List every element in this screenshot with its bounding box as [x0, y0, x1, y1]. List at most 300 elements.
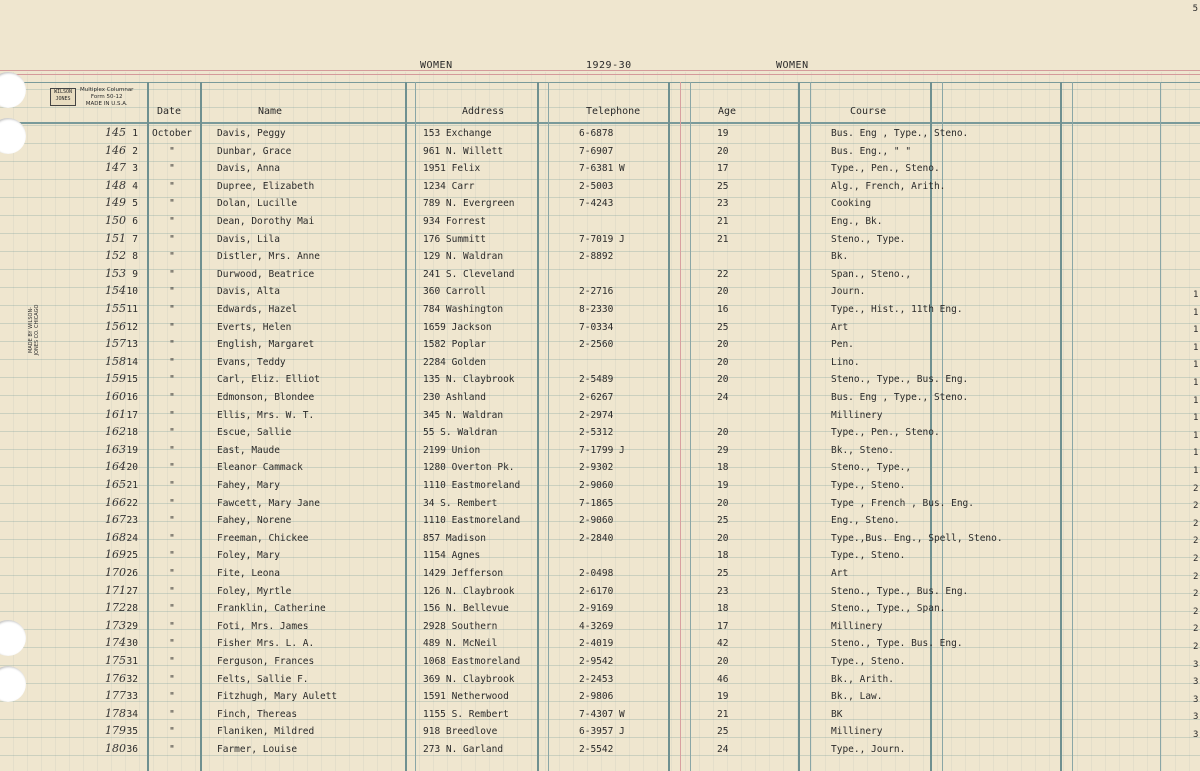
course-cell: Bus. Eng , Type., Steno. — [831, 128, 969, 139]
course-cell: Type.,Bus. Eng., Spell, Steno. — [831, 532, 1003, 544]
date-cell: " — [169, 180, 175, 192]
phone-cell: 7-6381 W — [579, 163, 625, 175]
form-logo: WILSON JONES — [50, 88, 76, 106]
ledger-number: 162 — [105, 425, 126, 439]
binder-hole — [0, 620, 26, 656]
row-number: 9 — [132, 268, 138, 280]
date-cell: " — [169, 515, 175, 527]
name-cell: Edwards, Hazel — [217, 304, 298, 315]
ledger-number: 174 — [105, 636, 126, 650]
date-cell: " — [169, 268, 175, 280]
date-cell: " — [169, 744, 175, 755]
address-cell: 1429 Jefferson — [423, 568, 504, 579]
address-cell: 489 N. McNeil — [423, 638, 498, 650]
address-cell: 241 S. Cleveland — [423, 268, 515, 280]
age-cell: 19 — [717, 128, 729, 139]
header-bottom-rule — [0, 122, 1200, 124]
row-number: 1 — [132, 128, 138, 139]
address-cell: 961 N. Willett — [423, 145, 504, 157]
age-cell: 25 — [717, 568, 729, 579]
name-cell: Foley, Myrtle — [217, 585, 292, 597]
ledger-number: 178 — [105, 706, 126, 720]
course-cell: Art — [831, 321, 849, 333]
date-cell: " — [169, 462, 175, 474]
ledger-number: 157 — [105, 337, 126, 351]
row-number: 31 — [126, 656, 138, 667]
column-header-name: Name — [258, 106, 283, 117]
phone-cell: 2-9302 — [579, 462, 614, 474]
age-cell: 20 — [717, 427, 729, 439]
age-cell: 20 — [717, 356, 729, 368]
phone-cell: 2-5003 — [579, 180, 614, 192]
date-cell: " — [169, 673, 175, 685]
margin-mark: 2 — [1193, 518, 1199, 529]
phone-cell: 2-5542 — [579, 744, 614, 755]
phone-cell: 2-9169 — [579, 603, 614, 615]
course-cell: Millinery — [831, 726, 883, 738]
row-number: 36 — [126, 744, 138, 755]
margin-mark: 3 — [1193, 712, 1199, 723]
course-cell: Type., Steno. — [831, 550, 906, 562]
row-number: 16 — [126, 392, 138, 403]
address-cell: 789 N. Evergreen — [423, 198, 515, 210]
margin-mark: 2 — [1193, 483, 1199, 494]
ledger-number: 146 — [105, 143, 126, 157]
name-cell: Freeman, Chickee — [217, 532, 309, 544]
age-cell: 46 — [717, 673, 729, 685]
ledger-number: 176 — [105, 671, 126, 685]
address-cell: 153 Exchange — [423, 128, 492, 139]
date-cell: " — [169, 304, 175, 315]
name-cell: Davis, Alta — [217, 286, 280, 298]
course-cell: Steno., Type. Bus. Eng. — [831, 638, 963, 650]
date-cell: " — [169, 145, 175, 157]
date-cell: " — [169, 708, 175, 720]
ledger-number: 164 — [105, 460, 126, 474]
ledger-number: 156 — [105, 319, 126, 333]
course-cell: Type., Pen., Steno. — [831, 163, 940, 175]
row-number: 18 — [126, 427, 138, 439]
name-cell: Felts, Sallie F. — [217, 673, 309, 685]
date-cell: " — [169, 497, 175, 509]
course-cell: Bk., Law. — [831, 691, 883, 703]
ledger-number: 152 — [105, 249, 126, 263]
date-cell: " — [169, 638, 175, 650]
header-center: 1929-30 — [586, 60, 632, 71]
binder-hole — [0, 666, 26, 702]
address-cell: 34 S. Rembert — [423, 497, 498, 509]
maker-imprint: MADE BY WILSON-JONES CO. CHICAGO — [28, 304, 40, 356]
course-cell: Eng., Steno. — [831, 515, 900, 527]
name-cell: Dean, Dorothy Mai — [217, 216, 315, 227]
column-divider — [680, 82, 681, 771]
red-rule — [0, 74, 1200, 75]
row-number: 3 — [132, 163, 138, 175]
name-cell: Foley, Mary — [217, 550, 280, 562]
address-cell: 1280 Overton Pk. — [423, 462, 515, 474]
age-cell: 25 — [717, 726, 729, 738]
header-left: WOMEN — [420, 60, 453, 71]
age-cell: 20 — [717, 374, 729, 386]
column-divider — [1060, 82, 1062, 771]
ledger-number: 161 — [105, 407, 126, 421]
course-cell: Journ. — [831, 286, 866, 298]
age-cell: 17 — [717, 163, 729, 175]
row-number: 29 — [126, 620, 138, 632]
form-label: Multiplex Columnar Form 50-12 MADE IN U.S.A. — [80, 87, 134, 107]
address-cell: 934 Forrest — [423, 216, 486, 227]
row-number: 26 — [126, 568, 138, 579]
margin-mark: 1 — [1193, 448, 1199, 459]
phone-cell: 2-9060 — [579, 515, 614, 527]
phone-cell: 2-2453 — [579, 673, 614, 685]
age-cell: 24 — [717, 392, 729, 403]
address-cell: 1659 Jackson — [423, 321, 492, 333]
margin-mark: 1 — [1193, 325, 1199, 336]
address-cell: 1110 Eastmoreland — [423, 480, 521, 491]
address-cell: 273 N. Garland — [423, 744, 504, 755]
name-cell: Evans, Teddy — [217, 356, 286, 368]
ledger-number: 145 — [105, 126, 126, 139]
age-cell: 16 — [717, 304, 729, 315]
name-cell: Farmer, Louise — [217, 744, 298, 755]
phone-cell: 7-1799 J — [579, 444, 625, 456]
margin-mark: 2 — [1193, 536, 1199, 547]
age-cell: 25 — [717, 180, 729, 192]
address-cell: 156 N. Bellevue — [423, 603, 509, 615]
age-cell: 19 — [717, 480, 729, 491]
date-cell: " — [169, 251, 175, 263]
margin-mark: 2 — [1193, 589, 1199, 600]
column-divider — [415, 82, 416, 771]
address-cell: 369 N. Claybrook — [423, 673, 515, 685]
course-cell: Pen. — [831, 339, 854, 351]
row-number: 33 — [126, 691, 138, 703]
course-cell: BK — [831, 708, 843, 720]
name-cell: Distler, Mrs. Anne — [217, 251, 320, 263]
age-cell: 19 — [717, 691, 729, 703]
date-cell: " — [169, 726, 175, 738]
name-cell: Fahey, Norene — [217, 515, 292, 527]
name-cell: Finch, Thereas — [217, 708, 298, 720]
date-cell: October — [151, 128, 193, 139]
name-cell: Flaniken, Mildred — [217, 726, 315, 738]
age-cell: 42 — [717, 638, 729, 650]
address-cell: 1591 Netherwood — [423, 691, 509, 703]
name-cell: Ferguson, Frances — [217, 656, 315, 667]
date-cell: " — [169, 656, 175, 667]
date-cell: " — [169, 321, 175, 333]
course-cell: Steno., Type., Span. — [831, 603, 946, 615]
phone-cell: 6-6878 — [579, 128, 614, 139]
row-number: 14 — [126, 356, 138, 368]
column-header-course: Course — [850, 106, 887, 117]
phone-cell: 6-3957 J — [579, 726, 625, 738]
margin-mark: 2 — [1193, 624, 1199, 635]
age-cell: 20 — [717, 286, 729, 298]
row-number: 23 — [126, 515, 138, 527]
age-cell: 20 — [717, 656, 729, 667]
name-cell: Carl, Eliz. Elliot — [217, 374, 320, 386]
address-cell: 1068 Eastmoreland — [423, 656, 521, 667]
address-cell: 230 Ashland — [423, 392, 486, 403]
address-cell: 345 N. Waldran — [423, 409, 504, 421]
course-cell: Millinery — [831, 409, 883, 421]
date-cell: " — [169, 339, 175, 351]
margin-mark: 1 — [1193, 360, 1199, 371]
course-cell: Bk., Arith. — [831, 673, 894, 685]
margin-mark: 1 — [1193, 307, 1199, 318]
phone-cell: 7-6907 — [579, 145, 614, 157]
column-divider — [798, 82, 800, 771]
row-number: 8 — [132, 251, 138, 263]
column-divider — [1072, 82, 1073, 771]
row-number: 24 — [126, 532, 138, 544]
column-divider — [810, 82, 811, 771]
row-number: 6 — [132, 216, 138, 227]
margin-mark: 3 — [1193, 730, 1199, 740]
row-number: 30 — [126, 638, 138, 650]
column-header-date: Date — [157, 106, 182, 117]
column-header-telephone: Telephone — [586, 106, 641, 117]
ledger-number: 148 — [105, 178, 126, 192]
name-cell: Eleanor Cammack — [217, 462, 303, 474]
course-cell: Type., Journ. — [831, 744, 906, 755]
row-number: 5 — [132, 198, 138, 210]
address-cell: 55 S. Waldran — [423, 427, 498, 439]
phone-cell: 7-1865 — [579, 497, 614, 509]
age-cell: 21 — [717, 233, 729, 245]
name-cell: Edmonson, Blondee — [217, 392, 315, 403]
name-cell: Everts, Helen — [217, 321, 292, 333]
margin-mark: 2 — [1193, 501, 1199, 512]
ledger-number: 163 — [105, 442, 126, 456]
margin-mark: 2 — [1193, 571, 1199, 582]
course-cell: Steno., Type., Bus. Eng. — [831, 374, 969, 386]
age-cell: 22 — [717, 268, 729, 280]
row-number: 17 — [126, 409, 138, 421]
ledger-number: 147 — [105, 161, 126, 175]
row-number: 25 — [126, 550, 138, 562]
date-cell: " — [169, 409, 175, 421]
phone-cell: 4-3269 — [579, 620, 614, 632]
date-cell: " — [169, 427, 175, 439]
age-cell: 18 — [717, 462, 729, 474]
name-cell: Foti, Mrs. James — [217, 620, 309, 632]
name-cell: Fisher Mrs. L. A. — [217, 638, 315, 650]
row-number: 2 — [132, 145, 138, 157]
age-cell: 18 — [717, 550, 729, 562]
page-number: 5 — [1192, 4, 1198, 14]
row-number: 12 — [126, 321, 138, 333]
address-cell: 1951 Felix — [423, 163, 481, 175]
column-divider — [668, 82, 670, 771]
address-cell: 918 Breedlove — [423, 726, 498, 738]
name-cell: East, Maude — [217, 444, 280, 456]
age-cell: 25 — [717, 515, 729, 527]
age-cell: 20 — [717, 497, 729, 509]
ledger-number: 168 — [105, 530, 126, 544]
ledger-number: 149 — [105, 196, 126, 210]
column-header-address: Address — [462, 106, 505, 117]
date-cell: " — [169, 550, 175, 562]
margin-mark: 2 — [1193, 606, 1199, 617]
name-cell: Fahey, Mary — [217, 480, 280, 491]
ledger-number: 166 — [105, 495, 126, 509]
ledger-number: 180 — [105, 742, 126, 755]
date-cell: " — [169, 444, 175, 456]
phone-cell: 8-2330 — [579, 304, 614, 315]
row-number: 28 — [126, 603, 138, 615]
course-cell: Type., Steno. — [831, 480, 906, 491]
name-cell: Davis, Anna — [217, 163, 280, 175]
row-number: 7 — [132, 233, 138, 245]
row-number: 15 — [126, 374, 138, 386]
address-cell: 2199 Union — [423, 444, 481, 456]
age-cell: 20 — [717, 145, 729, 157]
phone-cell: 2-2716 — [579, 286, 614, 298]
course-cell: Bk., Steno. — [831, 444, 894, 456]
course-cell: Type., Hist., 11th Eng. — [831, 304, 963, 315]
date-cell: " — [169, 233, 175, 245]
name-cell: Escue, Sallie — [217, 427, 292, 439]
course-cell: Bk. — [831, 251, 849, 263]
phone-cell: 2-0498 — [579, 568, 614, 579]
column-divider — [1160, 82, 1161, 771]
name-cell: Durwood, Beatrice — [217, 268, 315, 280]
address-cell: 857 Madison — [423, 532, 486, 544]
phone-cell: 2-5489 — [579, 374, 614, 386]
name-cell: Davis, Lila — [217, 233, 280, 245]
date-cell: " — [169, 585, 175, 597]
column-divider — [200, 82, 202, 771]
name-cell: Franklin, Catherine — [217, 603, 326, 615]
age-cell: 21 — [717, 216, 729, 227]
course-cell: Lino. — [831, 356, 860, 368]
date-cell: " — [169, 568, 175, 579]
name-cell: Ellis, Mrs. W. T. — [217, 409, 315, 421]
course-cell: Millinery — [831, 620, 883, 632]
phone-cell: 7-4307 W — [579, 708, 625, 720]
ledger-number: 153 — [105, 266, 126, 280]
row-number: 27 — [126, 585, 138, 597]
name-cell: Fitzhugh, Mary Aulett — [217, 691, 338, 703]
name-cell: Dupree, Elizabeth — [217, 180, 315, 192]
course-cell: Art — [831, 568, 849, 579]
course-cell: Type., Pen., Steno. — [831, 427, 940, 439]
ledger-number: 160 — [105, 390, 126, 403]
course-cell: Cooking — [831, 198, 872, 210]
date-cell: " — [169, 620, 175, 632]
column-header-age: Age — [718, 106, 737, 117]
course-cell: Steno., Type., — [831, 462, 912, 474]
date-cell: " — [169, 374, 175, 386]
row-number: 19 — [126, 444, 138, 456]
date-cell: " — [169, 216, 175, 227]
phone-cell: 2-9806 — [579, 691, 614, 703]
address-cell: 1582 Poplar — [423, 339, 486, 351]
name-cell: Fawcett, Mary Jane — [217, 497, 320, 509]
course-cell: Steno., Type., Bus. Eng. — [831, 585, 969, 597]
address-cell: 126 N. Claybrook — [423, 585, 515, 597]
phone-cell: 2-2840 — [579, 532, 614, 544]
column-divider — [405, 82, 407, 771]
phone-cell: 2-2974 — [579, 409, 614, 421]
ledger-number: 171 — [105, 583, 126, 597]
date-cell: " — [169, 480, 175, 491]
margin-mark: 1 — [1193, 413, 1199, 424]
address-cell: 360 Carroll — [423, 286, 486, 298]
course-cell: Eng., Bk. — [831, 216, 883, 227]
ledger-number: 165 — [105, 478, 126, 491]
ledger-number: 154 — [105, 284, 126, 298]
age-cell: 21 — [717, 708, 729, 720]
row-number: 20 — [126, 462, 138, 474]
address-cell: 176 Summitt — [423, 233, 486, 245]
ledger-number: 167 — [105, 513, 126, 527]
address-cell: 1110 Eastmoreland — [423, 515, 521, 527]
row-number: 10 — [126, 286, 138, 298]
course-cell: Bus. Eng , Type., Steno. — [831, 392, 969, 403]
age-cell: 25 — [717, 321, 729, 333]
address-cell: 1154 Agnes — [423, 550, 481, 562]
margin-mark: 2 — [1193, 554, 1199, 564]
ledger-number: 159 — [105, 372, 126, 386]
course-cell: Steno., Type. — [831, 233, 906, 245]
row-number: 11 — [126, 304, 138, 315]
course-cell: Type , French , Bus. Eng. — [831, 497, 974, 509]
ledger-number: 179 — [105, 724, 126, 738]
phone-cell: 2-6267 — [579, 392, 614, 403]
row-number: 4 — [132, 180, 138, 192]
age-cell: 24 — [717, 744, 729, 755]
phone-cell: 2-8892 — [579, 251, 614, 263]
column-divider — [690, 82, 691, 771]
phone-cell: 2-9060 — [579, 480, 614, 491]
margin-mark: 1 — [1193, 395, 1199, 406]
margin-mark: 3 — [1193, 659, 1199, 670]
age-cell: 29 — [717, 444, 729, 456]
date-cell: " — [169, 198, 175, 210]
date-cell: " — [169, 691, 175, 703]
row-number: 21 — [126, 480, 138, 491]
course-cell: Alg., French, Arith. — [831, 180, 946, 192]
course-cell: Type., Steno. — [831, 656, 906, 667]
date-cell: " — [169, 286, 175, 298]
phone-cell: 7-4243 — [579, 198, 614, 210]
ledger-number: 169 — [105, 548, 126, 562]
margin-mark: 1 — [1193, 430, 1199, 441]
address-cell: 135 N. Claybrook — [423, 374, 515, 386]
date-cell: " — [169, 163, 175, 175]
margin-mark: 3 — [1193, 677, 1199, 688]
margin-mark: 2 — [1193, 642, 1199, 652]
name-cell: English, Margaret — [217, 339, 315, 351]
row-number: 35 — [126, 726, 138, 738]
age-cell: 20 — [717, 532, 729, 544]
column-divider — [537, 82, 539, 771]
age-cell: 23 — [717, 585, 729, 597]
ledger-number: 151 — [105, 231, 126, 245]
name-cell: Davis, Peggy — [217, 128, 286, 139]
address-cell: 2928 Southern — [423, 620, 498, 632]
header-right: WOMEN — [776, 60, 809, 71]
ledger-number: 173 — [105, 618, 126, 632]
phone-cell: 2-4019 — [579, 638, 614, 650]
ledger-number: 155 — [105, 302, 126, 315]
name-cell: Dolan, Lucille — [217, 198, 298, 210]
column-divider — [548, 82, 549, 771]
